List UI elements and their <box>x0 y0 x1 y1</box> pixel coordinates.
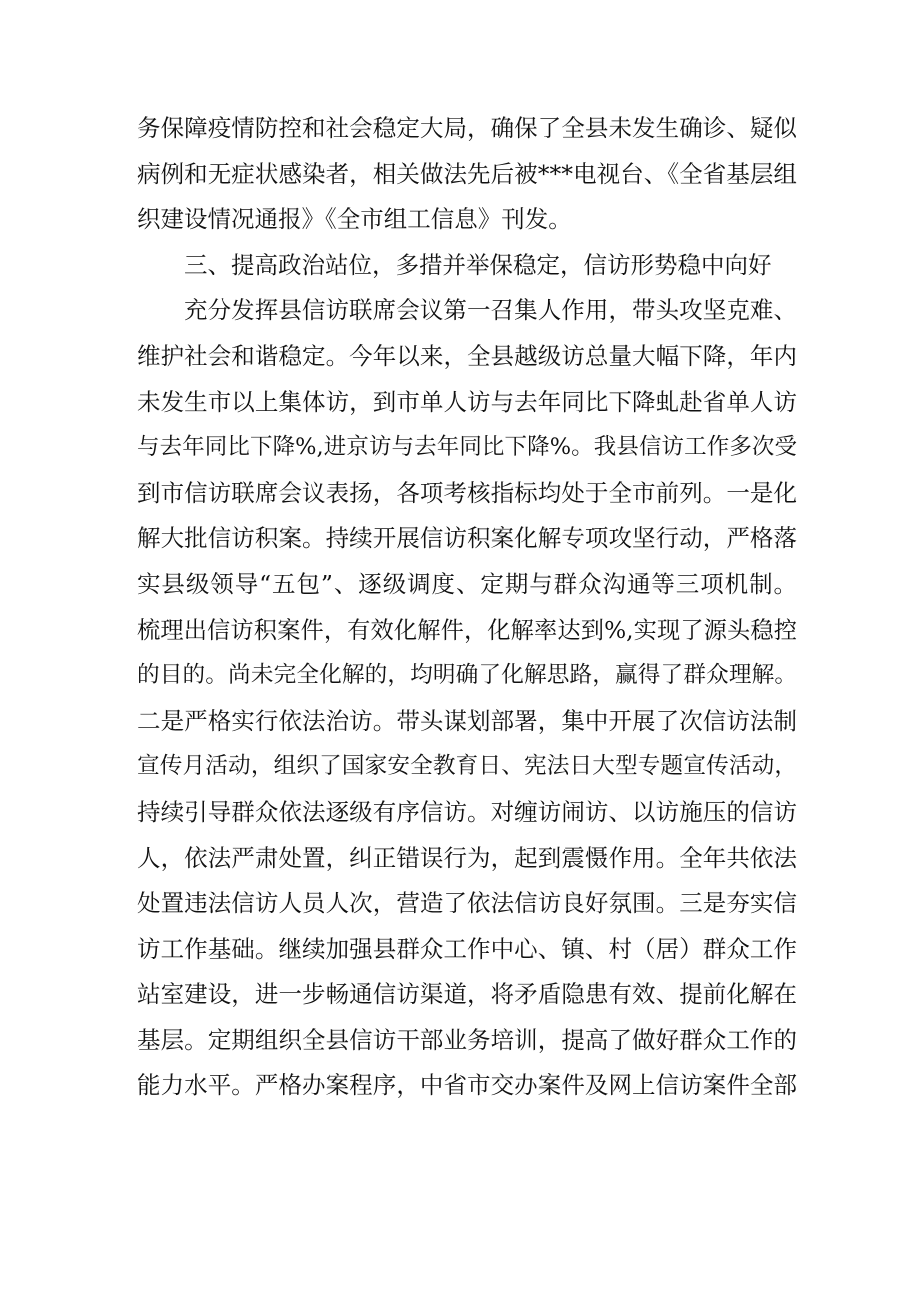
text-line: 能力水平。严格办案程序，中省市交办案件及网上信访案件全部 <box>137 1071 797 1100</box>
text-line: 解大批信访积案。持续开展信访积案化解专项攻坚行动，严格落 <box>137 524 797 553</box>
text-line: 宣传月活动，组织了国家安全教育日、宪法日大型专题宣传活动， <box>137 753 797 780</box>
text-line: 到市信访联席会议表扬，各项考核指标均处于全市前列。一是化 <box>137 478 797 507</box>
text-line: 与去年同比下降%,进京访与去年同比下降%。我县信访工作多次受 <box>137 434 797 461</box>
text-line: 站室建设，进一步畅通信访渠道，将矛盾隐患有效、提前化解在 <box>137 980 797 1009</box>
text-line: 梳理出信访积案件，有效化解件，化解率达到%,实现了源头稳控 <box>137 616 797 644</box>
text-line: 实县级领导“五包”、逐级调度、定期与群众沟通等三项机制。 <box>137 569 797 598</box>
document-body <box>137 106 797 1109</box>
text-line: 访工作基础。继续加强县群众工作中心、镇、村（居）群众工作 <box>137 934 797 963</box>
text-line: 未发生市以上集体访，到市单人访与去年同比下降虬赴省单人访 <box>137 387 797 416</box>
text-line: 充分发挥县信访联席会议第一召集人作用，带头攻坚克难、 <box>184 296 797 325</box>
text-line: 人，依法严肃处置，纠正错误行为，起到震慑作用。全年共依法 <box>137 843 797 872</box>
text-line: 基层。定期组织全县信访干部业务培训，提高了做好群众工作的 <box>137 1025 797 1054</box>
text-line: 务保障疫情防控和社会稳定大局，确保了全县未发生确诊、疑似 <box>137 114 797 142</box>
text-line: 织建设情况通报》《全市组工信息》刊发。 <box>137 205 572 234</box>
text-line: 处置违法信访人员人次，营造了依法信访良好氛围。三是夯实信 <box>137 889 797 918</box>
text-line: 维护社会和谐稳定。今年以来，全县越级访总量大幅下降，年内 <box>137 341 797 370</box>
text-line: 持续引导群众依法逐级有序信访。对缠访闹访、以访施压的信访 <box>137 797 797 826</box>
text-line: 病例和无症状感染者，相关做法先后被***电视台、《全省基层组 <box>137 159 797 188</box>
section-heading: 三、提高政治站位，多措并举保稳定，信访形势稳中向好 <box>184 250 772 279</box>
text-line: 二是严格实行依法治访。带头谋划部署，集中开展了次信访法制 <box>137 706 797 735</box>
text-line: 的目的。尚未完全化解的，均明确了化解思路，赢得了群众理解。 <box>137 662 797 689</box>
